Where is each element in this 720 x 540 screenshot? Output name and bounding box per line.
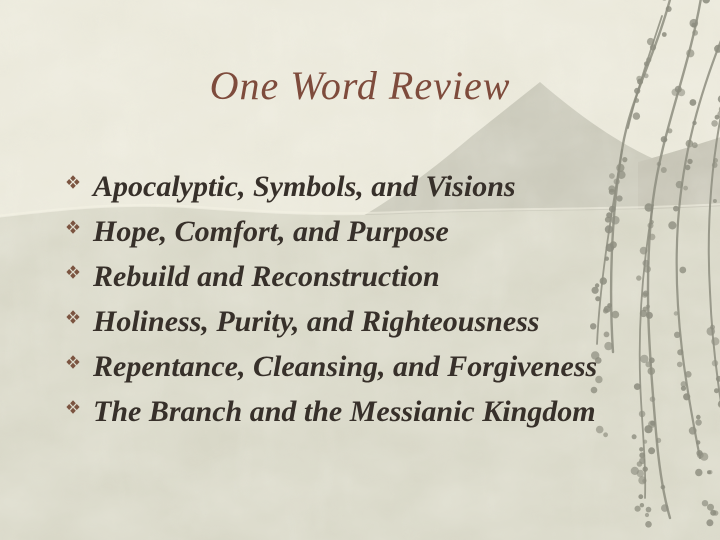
list-item	[66, 164, 597, 209]
list-item	[66, 389, 597, 434]
bullet-label: Repentance, Cleansing, and Forgiveness	[93, 349, 598, 383]
diamond-bullet-icon	[66, 355, 80, 369]
list-item	[66, 344, 597, 389]
diamond-bullet-icon	[66, 400, 80, 414]
diamond-bullet-icon	[66, 265, 80, 279]
bullet-label: The Branch and the Messianic Kingdom	[93, 394, 596, 428]
diamond-bullet-icon	[66, 175, 80, 189]
diamond-bullet-icon	[66, 310, 80, 324]
bullet-list	[66, 164, 597, 434]
list-item	[66, 299, 597, 344]
slide-title: One Word Review	[209, 63, 511, 108]
bullet-label: Hope, Comfort, and Purpose	[93, 214, 449, 248]
bullet-label: Holiness, Purity, and Righteousness	[93, 304, 540, 338]
bullet-label: Rebuild and Reconstruction	[93, 259, 440, 293]
bullet-label: Apocalyptic, Symbols, and Visions	[93, 169, 516, 203]
list-item	[66, 254, 597, 299]
diamond-bullet-icon	[66, 220, 80, 234]
list-item	[66, 209, 597, 254]
